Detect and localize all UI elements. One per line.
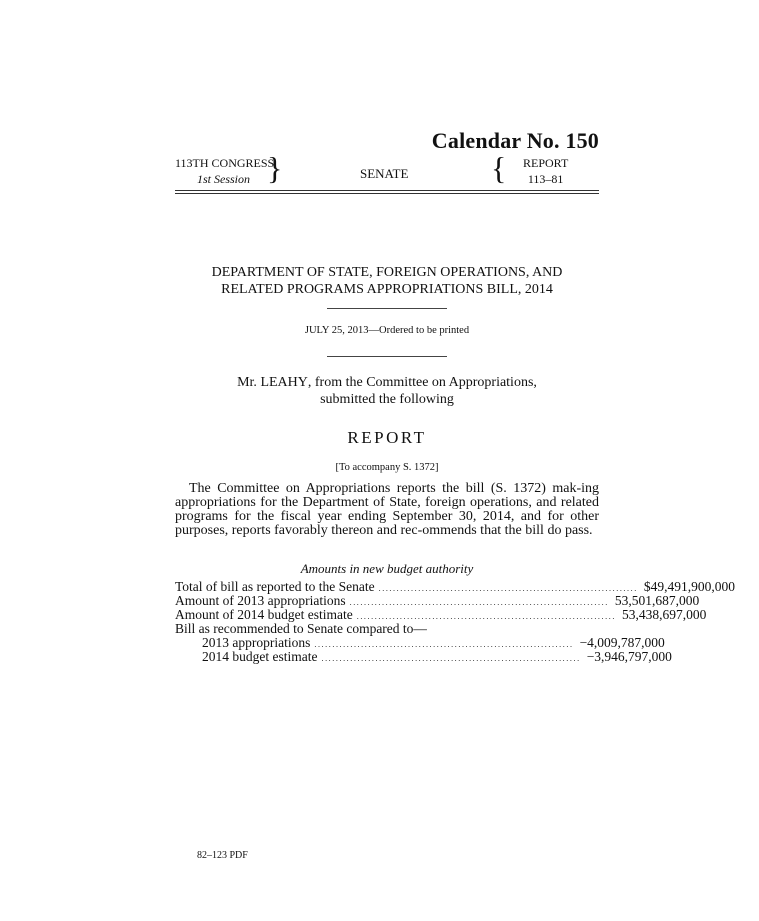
report-header — [175, 150, 599, 189]
amount-value: $49,491,900,000 — [643, 579, 735, 594]
report-number-block — [523, 155, 568, 187]
leader-dots: ........................................................................ — [356, 612, 616, 621]
amount-label: Amount of 2013 appropriations — [175, 593, 346, 608]
title-line: DEPARTMENT OF STATE, FOREIGN OPERATIONS, AND — [211, 265, 563, 280]
report-label: REPORT — [523, 156, 569, 170]
footer-code: 82–123 PDF — [197, 850, 248, 861]
divider — [327, 308, 447, 309]
congress-session — [175, 155, 274, 187]
congress: 113TH CONGRESS — [175, 156, 275, 170]
amount-label: 2013 appropriations — [202, 635, 311, 650]
amounts-heading: Amounts in new budget authority — [300, 561, 474, 576]
amount-value: 53,501,687,000 — [614, 593, 700, 608]
amount-label: Total of bill as reported to the Senate — [175, 579, 375, 594]
ordered-date: JULY 25, 2013 — [304, 325, 369, 336]
bill-title — [175, 264, 599, 298]
senator-name: LEAHY — [260, 375, 308, 390]
report-number: 113–81 — [527, 172, 564, 186]
document-page — [175, 0, 735, 921]
amount-label: Amount of 2014 budget estimate — [175, 607, 353, 622]
chamber: SENATE — [360, 166, 409, 181]
amount-value: −3,946,797,000 — [586, 649, 672, 664]
left-brace-icon: { — [491, 150, 507, 186]
divider — [327, 356, 447, 357]
leader-dots: ........................................................................ — [314, 640, 574, 649]
accompany-note: [To accompany S. 1372] — [335, 462, 439, 473]
calendar-number: Calendar No. 150 — [431, 128, 599, 153]
ordered-text: —Ordered to be printed — [368, 325, 470, 336]
submitter-line2: submitted the following — [320, 392, 454, 407]
leader-dots: ........................................................................ — [349, 598, 609, 607]
amount-value: −4,009,787,000 — [579, 635, 665, 650]
header-rule — [175, 190, 599, 191]
ordered-line — [175, 325, 599, 336]
amount-row — [175, 635, 665, 650]
leader-dots: ........................................................................ — [378, 584, 638, 593]
header-rule — [175, 193, 599, 194]
title-line: RELATED PROGRAMS APPROPRIATIONS BILL, 2014 — [221, 282, 553, 297]
amount-row — [175, 649, 672, 664]
submitter-line — [175, 374, 599, 391]
leader-dots: ........................................................................ — [321, 654, 581, 663]
right-brace-icon: } — [267, 150, 283, 186]
amount-row — [175, 593, 700, 608]
amount-row — [175, 622, 599, 636]
report-heading: REPORT — [347, 428, 427, 447]
submitter-prefix: Mr. — [237, 375, 261, 390]
amount-label: Bill as recommended to Senate compared to— — [175, 621, 427, 636]
amount-value: 53,438,697,000 — [621, 607, 707, 622]
amount-row — [175, 579, 735, 594]
submitter-text: , from the Committee on Appropriations, — [307, 375, 537, 390]
submitter — [175, 374, 599, 408]
amount-label: 2014 budget estimate — [202, 649, 318, 664]
body-paragraph: The Committee on Appropriations reports the bill (S. 1372) mak-ing appropriations for the Department of State, foreign operations, and related programs for the fiscal year ending September 30, 2014, and for other purposes, reports favorably thereon and rec-ommends that the bill do pass. — [175, 481, 599, 538]
session: 1st Session — [197, 172, 251, 186]
amount-row — [175, 607, 707, 622]
